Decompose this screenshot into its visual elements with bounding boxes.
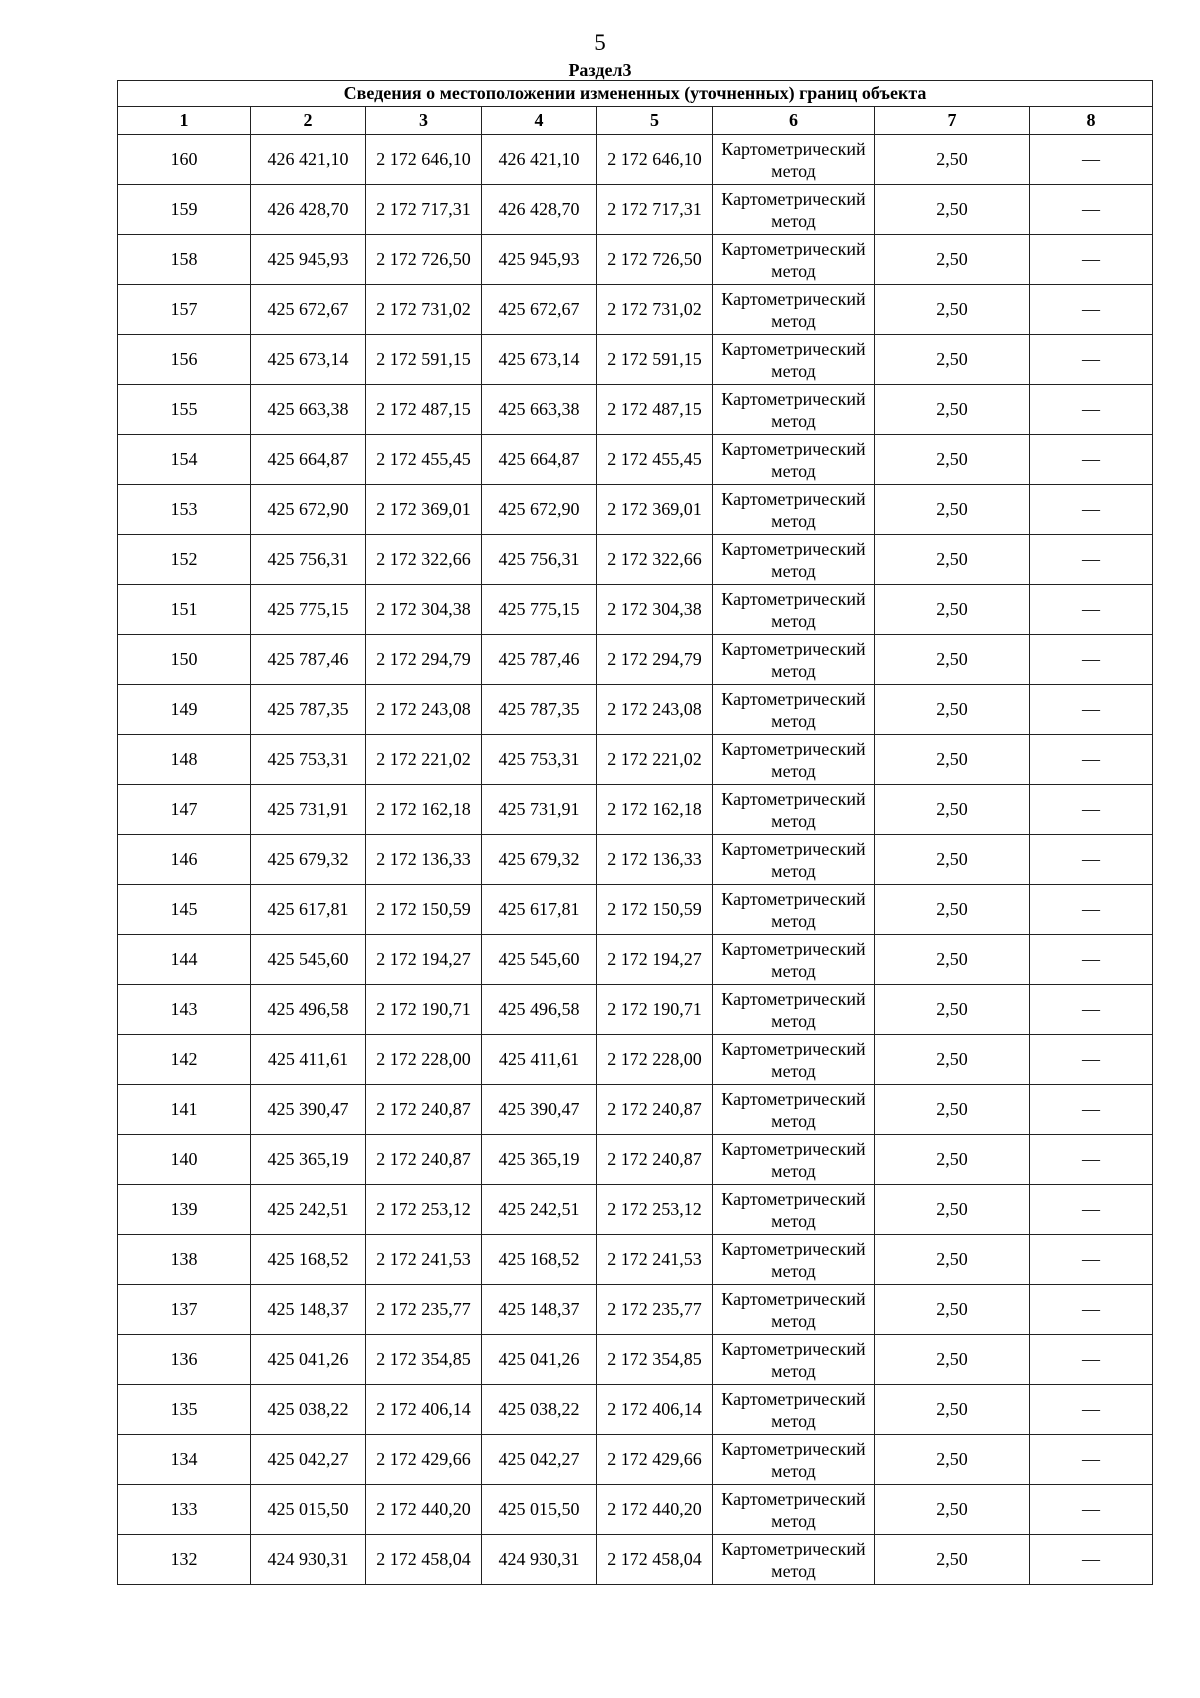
y-coordinate-cell: 2 172 429,66 [366,1435,482,1485]
accuracy-cell: 2,50 [875,935,1030,985]
method-cell: Картометрический метод [713,1385,875,1435]
point-number-cell: 142 [118,1035,251,1085]
y-coordinate-cell: 2 172 294,79 [366,635,482,685]
description-cell: — [1030,285,1153,335]
point-number-cell: 145 [118,885,251,935]
description-cell: — [1030,585,1153,635]
x-coordinate-cell: 425 617,81 [251,885,366,935]
accuracy-cell: 2,50 [875,1535,1030,1585]
method-cell: Картометрический метод [713,285,875,335]
table-row [118,1035,1153,1085]
x-coordinate-cell: 425 038,22 [251,1385,366,1435]
x-coordinate-cell: 425 673,14 [482,335,597,385]
accuracy-cell: 2,50 [875,1485,1030,1535]
accuracy-cell: 2,50 [875,1335,1030,1385]
y-coordinate-cell: 2 172 294,79 [597,635,713,685]
y-coordinate-cell: 2 172 406,14 [597,1385,713,1435]
accuracy-cell: 2,50 [875,685,1030,735]
x-coordinate-cell: 425 390,47 [251,1085,366,1135]
x-coordinate-cell: 425 015,50 [482,1485,597,1535]
x-coordinate-cell: 425 168,52 [482,1235,597,1285]
method-cell: Картометрический метод [713,485,875,535]
description-cell: — [1030,535,1153,585]
x-coordinate-cell: 425 545,60 [482,935,597,985]
table-row [118,435,1153,485]
point-number-cell: 134 [118,1435,251,1485]
table-row [118,885,1153,935]
point-number-cell: 140 [118,1135,251,1185]
description-cell: — [1030,735,1153,785]
x-coordinate-cell: 425 038,22 [482,1385,597,1435]
y-coordinate-cell: 2 172 162,18 [597,785,713,835]
y-coordinate-cell: 2 172 190,71 [366,985,482,1035]
accuracy-cell: 2,50 [875,385,1030,435]
y-coordinate-cell: 2 172 429,66 [597,1435,713,1485]
table-row [118,1535,1153,1585]
point-number-cell: 138 [118,1235,251,1285]
point-number-cell: 141 [118,1085,251,1135]
page-number: 5 [594,30,606,55]
table-row [118,835,1153,885]
accuracy-cell: 2,50 [875,535,1030,585]
point-number-cell: 147 [118,785,251,835]
y-coordinate-cell: 2 172 406,14 [366,1385,482,1435]
x-coordinate-cell: 425 672,90 [251,485,366,535]
method-cell: Картометрический метод [713,1185,875,1235]
accuracy-cell: 2,50 [875,735,1030,785]
table-row [118,1285,1153,1335]
table-row [118,385,1153,435]
y-coordinate-cell: 2 172 253,12 [597,1185,713,1235]
accuracy-cell: 2,50 [875,1035,1030,1085]
description-cell: — [1030,835,1153,885]
y-coordinate-cell: 2 172 243,08 [597,685,713,735]
table-row [118,1185,1153,1235]
x-coordinate-cell: 425 545,60 [251,935,366,985]
point-number-cell: 135 [118,1385,251,1435]
description-cell: — [1030,935,1153,985]
method-cell: Картометрический метод [713,535,875,585]
table-row [118,1385,1153,1435]
description-cell: — [1030,435,1153,485]
table-row [118,1135,1153,1185]
y-coordinate-cell: 2 172 221,02 [366,735,482,785]
point-number-cell: 153 [118,485,251,535]
column-number-header: 1 [118,107,251,135]
table-row [118,635,1153,685]
method-cell: Картометрический метод [713,1085,875,1135]
method-cell: Картометрический метод [713,435,875,485]
x-coordinate-cell: 425 015,50 [251,1485,366,1535]
table-row [118,685,1153,735]
point-number-cell: 132 [118,1535,251,1585]
method-cell: Картометрический метод [713,1335,875,1385]
accuracy-cell: 2,50 [875,1085,1030,1135]
y-coordinate-cell: 2 172 354,85 [597,1335,713,1385]
x-coordinate-cell: 425 753,31 [482,735,597,785]
method-cell: Картометрический метод [713,135,875,185]
description-cell: — [1030,1235,1153,1285]
y-coordinate-cell: 2 172 240,87 [366,1085,482,1135]
x-coordinate-cell: 425 411,61 [482,1035,597,1085]
accuracy-cell: 2,50 [875,1435,1030,1485]
y-coordinate-cell: 2 172 228,00 [366,1035,482,1085]
y-coordinate-cell: 2 172 162,18 [366,785,482,835]
y-coordinate-cell: 2 172 235,77 [597,1285,713,1335]
y-coordinate-cell: 2 172 458,04 [597,1535,713,1585]
x-coordinate-cell: 425 775,15 [251,585,366,635]
method-cell: Картометрический метод [713,685,875,735]
accuracy-cell: 2,50 [875,835,1030,885]
y-coordinate-cell: 2 172 726,50 [366,235,482,285]
point-number-cell: 155 [118,385,251,435]
x-coordinate-cell: 425 365,19 [251,1135,366,1185]
section-heading: Раздел3 [568,60,632,80]
point-number-cell: 160 [118,135,251,185]
x-coordinate-cell: 425 731,91 [251,785,366,835]
point-number-cell: 151 [118,585,251,635]
y-coordinate-cell: 2 172 440,20 [597,1485,713,1535]
x-coordinate-cell: 425 756,31 [482,535,597,585]
y-coordinate-cell: 2 172 440,20 [366,1485,482,1535]
x-coordinate-cell: 425 617,81 [482,885,597,935]
x-coordinate-cell: 425 042,27 [482,1435,597,1485]
point-number-cell: 149 [118,685,251,735]
y-coordinate-cell: 2 172 458,04 [366,1535,482,1585]
y-coordinate-cell: 2 172 591,15 [366,335,482,385]
accuracy-cell: 2,50 [875,585,1030,635]
description-cell: — [1030,485,1153,535]
y-coordinate-cell: 2 172 455,45 [597,435,713,485]
x-coordinate-cell: 425 672,67 [251,285,366,335]
column-number-header: 6 [713,107,875,135]
accuracy-cell: 2,50 [875,635,1030,685]
point-number-cell: 144 [118,935,251,985]
method-cell: Картометрический метод [713,1435,875,1485]
table-row [118,335,1153,385]
description-cell: — [1030,185,1153,235]
x-coordinate-cell: 425 787,35 [251,685,366,735]
point-number-cell: 136 [118,1335,251,1385]
y-coordinate-cell: 2 172 194,27 [366,935,482,985]
x-coordinate-cell: 425 672,67 [482,285,597,335]
table-row [118,135,1153,185]
x-coordinate-cell: 426 421,10 [251,135,366,185]
method-cell: Картометрический метод [713,985,875,1035]
accuracy-cell: 2,50 [875,985,1030,1035]
accuracy-cell: 2,50 [875,335,1030,385]
description-cell: — [1030,1035,1153,1085]
y-coordinate-cell: 2 172 369,01 [366,485,482,535]
x-coordinate-cell: 425 664,87 [251,435,366,485]
x-coordinate-cell: 426 428,70 [482,185,597,235]
y-coordinate-cell: 2 172 455,45 [366,435,482,485]
description-cell: — [1030,235,1153,285]
description-cell: — [1030,1435,1153,1485]
accuracy-cell: 2,50 [875,785,1030,835]
y-coordinate-cell: 2 172 150,59 [597,885,713,935]
method-cell: Картометрический метод [713,935,875,985]
y-coordinate-cell: 2 172 243,08 [366,685,482,735]
accuracy-cell: 2,50 [875,1385,1030,1435]
table-row [118,1485,1153,1535]
method-cell: Картометрический метод [713,635,875,685]
x-coordinate-cell: 425 664,87 [482,435,597,485]
column-number-header: 7 [875,107,1030,135]
x-coordinate-cell: 425 041,26 [482,1335,597,1385]
accuracy-cell: 2,50 [875,185,1030,235]
point-number-cell: 148 [118,735,251,785]
point-number-cell: 133 [118,1485,251,1535]
description-cell: — [1030,385,1153,435]
y-coordinate-cell: 2 172 487,15 [366,385,482,435]
point-number-cell: 150 [118,635,251,685]
table-row [118,185,1153,235]
x-coordinate-cell: 425 663,38 [482,385,597,435]
table-row [118,1235,1153,1285]
y-coordinate-cell: 2 172 717,31 [597,185,713,235]
x-coordinate-cell: 425 775,15 [482,585,597,635]
point-number-cell: 143 [118,985,251,1035]
table-row [118,235,1153,285]
method-cell: Картометрический метод [713,735,875,785]
y-coordinate-cell: 2 172 322,66 [597,535,713,585]
x-coordinate-cell: 425 496,58 [482,985,597,1035]
x-coordinate-cell: 425 148,37 [251,1285,366,1335]
method-cell: Картометрический метод [713,1235,875,1285]
point-number-cell: 154 [118,435,251,485]
table-row [118,535,1153,585]
y-coordinate-cell: 2 172 726,50 [597,235,713,285]
column-number-header: 5 [597,107,713,135]
table-row [118,935,1153,985]
description-cell: — [1030,1285,1153,1335]
table-row [118,985,1153,1035]
accuracy-cell: 2,50 [875,1285,1030,1335]
table-row [118,1335,1153,1385]
x-coordinate-cell: 425 242,51 [482,1185,597,1235]
x-coordinate-cell: 425 945,93 [251,235,366,285]
accuracy-cell: 2,50 [875,485,1030,535]
y-coordinate-cell: 2 172 304,38 [366,585,482,635]
x-coordinate-cell: 425 672,90 [482,485,597,535]
description-cell: — [1030,1535,1153,1585]
table-row [118,735,1153,785]
x-coordinate-cell: 425 390,47 [482,1085,597,1135]
y-coordinate-cell: 2 172 591,15 [597,335,713,385]
y-coordinate-cell: 2 172 487,15 [597,385,713,435]
table-title: Сведения о местоположении измененных (уточненных) границ объекта [118,81,1153,107]
method-cell: Картометрический метод [713,835,875,885]
description-cell: — [1030,685,1153,735]
method-cell: Картометрический метод [713,1535,875,1585]
y-coordinate-cell: 2 172 194,27 [597,935,713,985]
accuracy-cell: 2,50 [875,135,1030,185]
x-coordinate-cell: 425 679,32 [251,835,366,885]
point-number-cell: 137 [118,1285,251,1335]
y-coordinate-cell: 2 172 136,33 [366,835,482,885]
description-cell: — [1030,885,1153,935]
y-coordinate-cell: 2 172 253,12 [366,1185,482,1235]
y-coordinate-cell: 2 172 240,87 [597,1135,713,1185]
column-number-header: 2 [251,107,366,135]
table-row [118,285,1153,335]
description-cell: — [1030,135,1153,185]
x-coordinate-cell: 425 365,19 [482,1135,597,1185]
table-row [118,585,1153,635]
method-cell: Картометрический метод [713,785,875,835]
description-cell: — [1030,1485,1153,1535]
description-cell: — [1030,335,1153,385]
x-coordinate-cell: 425 041,26 [251,1335,366,1385]
column-number-header: 3 [366,107,482,135]
method-cell: Картометрический метод [713,1485,875,1535]
y-coordinate-cell: 2 172 221,02 [597,735,713,785]
method-cell: Картометрический метод [713,585,875,635]
description-cell: — [1030,1385,1153,1435]
y-coordinate-cell: 2 172 240,87 [366,1135,482,1185]
point-number-cell: 152 [118,535,251,585]
description-cell: — [1030,785,1153,835]
y-coordinate-cell: 2 172 304,38 [597,585,713,635]
accuracy-cell: 2,50 [875,435,1030,485]
method-cell: Картометрический метод [713,885,875,935]
table-row [118,1435,1153,1485]
table-row [118,785,1153,835]
point-number-cell: 159 [118,185,251,235]
method-cell: Картометрический метод [713,1285,875,1335]
x-coordinate-cell: 425 731,91 [482,785,597,835]
x-coordinate-cell: 426 421,10 [482,135,597,185]
method-cell: Картометрический метод [713,1035,875,1085]
x-coordinate-cell: 425 787,35 [482,685,597,735]
description-cell: — [1030,985,1153,1035]
x-coordinate-cell: 425 787,46 [482,635,597,685]
x-coordinate-cell: 425 168,52 [251,1235,366,1285]
x-coordinate-cell: 425 663,38 [251,385,366,435]
description-cell: — [1030,1085,1153,1135]
method-cell: Картометрический метод [713,335,875,385]
x-coordinate-cell: 424 930,31 [482,1535,597,1585]
x-coordinate-cell: 425 787,46 [251,635,366,685]
point-number-cell: 158 [118,235,251,285]
x-coordinate-cell: 425 148,37 [482,1285,597,1335]
y-coordinate-cell: 2 172 241,53 [597,1235,713,1285]
y-coordinate-cell: 2 172 228,00 [597,1035,713,1085]
column-number-header: 4 [482,107,597,135]
y-coordinate-cell: 2 172 322,66 [366,535,482,585]
accuracy-cell: 2,50 [875,235,1030,285]
y-coordinate-cell: 2 172 731,02 [597,285,713,335]
point-number-cell: 157 [118,285,251,335]
description-cell: — [1030,1135,1153,1185]
x-coordinate-cell: 425 496,58 [251,985,366,1035]
description-cell: — [1030,1185,1153,1235]
x-coordinate-cell: 425 753,31 [251,735,366,785]
x-coordinate-cell: 425 679,32 [482,835,597,885]
table-row [118,1085,1153,1135]
description-cell: — [1030,1335,1153,1385]
y-coordinate-cell: 2 172 369,01 [597,485,713,535]
y-coordinate-cell: 2 172 150,59 [366,885,482,935]
y-coordinate-cell: 2 172 240,87 [597,1085,713,1135]
y-coordinate-cell: 2 172 235,77 [366,1285,482,1335]
x-coordinate-cell: 425 945,93 [482,235,597,285]
x-coordinate-cell: 426 428,70 [251,185,366,235]
accuracy-cell: 2,50 [875,285,1030,335]
table-row [118,485,1153,535]
y-coordinate-cell: 2 172 354,85 [366,1335,482,1385]
accuracy-cell: 2,50 [875,885,1030,935]
y-coordinate-cell: 2 172 731,02 [366,285,482,335]
x-coordinate-cell: 424 930,31 [251,1535,366,1585]
y-coordinate-cell: 2 172 136,33 [597,835,713,885]
point-number-cell: 156 [118,335,251,385]
x-coordinate-cell: 425 411,61 [251,1035,366,1085]
method-cell: Картометрический метод [713,1135,875,1185]
x-coordinate-cell: 425 756,31 [251,535,366,585]
y-coordinate-cell: 2 172 646,10 [597,135,713,185]
y-coordinate-cell: 2 172 190,71 [597,985,713,1035]
description-cell: — [1030,635,1153,685]
x-coordinate-cell: 425 042,27 [251,1435,366,1485]
method-cell: Картометрический метод [713,385,875,435]
accuracy-cell: 2,50 [875,1135,1030,1185]
x-coordinate-cell: 425 242,51 [251,1185,366,1235]
x-coordinate-cell: 425 673,14 [251,335,366,385]
accuracy-cell: 2,50 [875,1235,1030,1285]
y-coordinate-cell: 2 172 241,53 [366,1235,482,1285]
accuracy-cell: 2,50 [875,1185,1030,1235]
column-number-header: 8 [1030,107,1153,135]
point-number-cell: 139 [118,1185,251,1235]
method-cell: Картометрический метод [713,235,875,285]
boundary-coordinates-table [117,80,1153,1585]
method-cell: Картометрический метод [713,185,875,235]
point-number-cell: 146 [118,835,251,885]
y-coordinate-cell: 2 172 646,10 [366,135,482,185]
y-coordinate-cell: 2 172 717,31 [366,185,482,235]
